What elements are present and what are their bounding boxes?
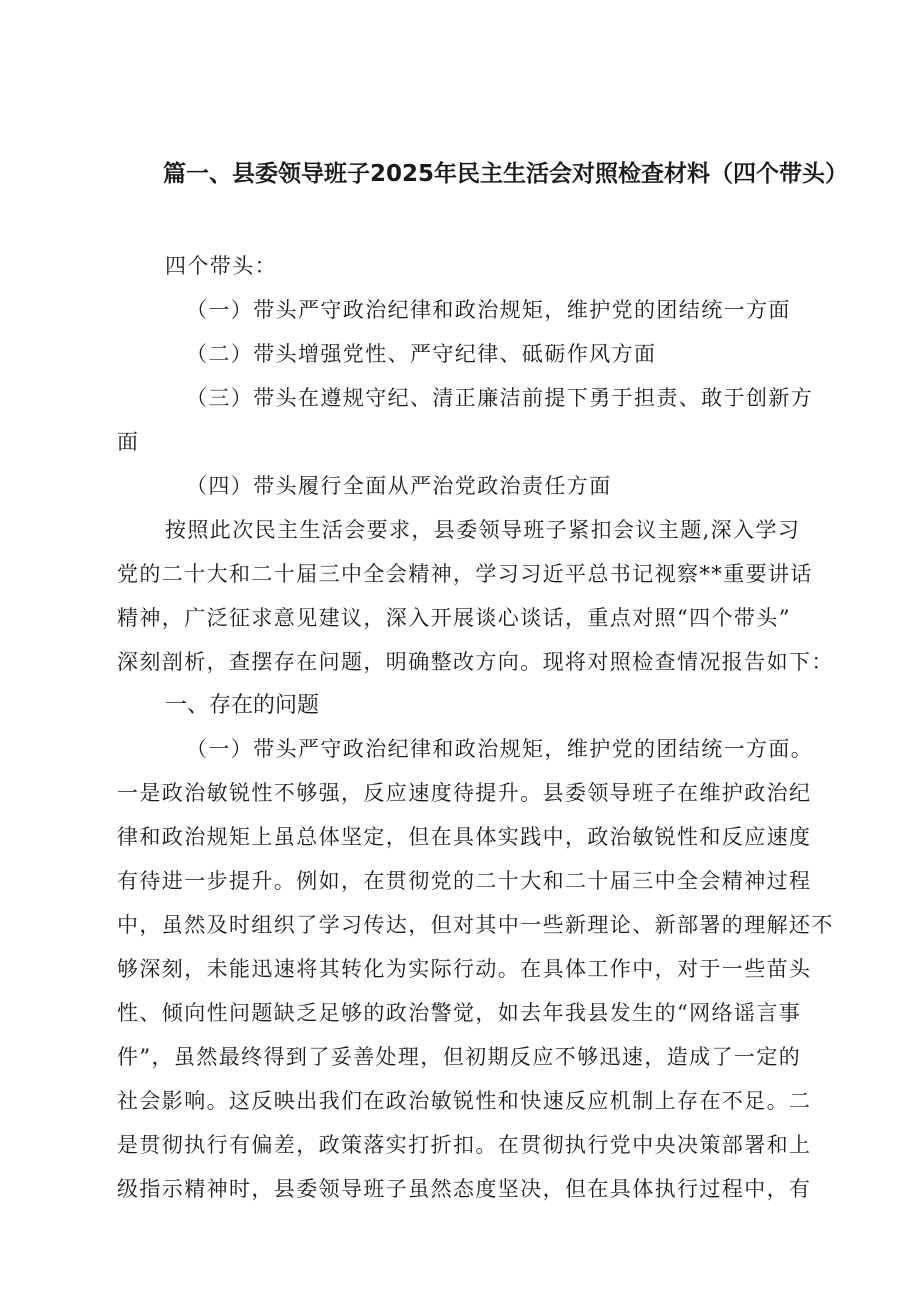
paragraph-line: 件”，虽然最终得到了妥善处理，但初期反应不够迅速，造成了一定的	[117, 1045, 802, 1069]
paragraph-line: 精神，广泛征求意见建议，深入开展谈心谈话，重点对照“四个带头”	[117, 606, 791, 630]
paragraph-line: 党的二十大和二十届三中全会精神，学习习近平总书记视察**重要讲话	[117, 562, 813, 586]
list-item: （四）带头履行全面从严治党政治责任方面	[186, 474, 612, 498]
paragraph-line: 性、倾向性问题缺乏足够的政治警觉，如去年我县发生的“网络谣言事	[117, 1001, 802, 1025]
paragraph-line: 按照此次民主生活会要求，县委领导班子紧扣会议主题,深入学习	[165, 518, 801, 542]
section-heading: 一、存在的问题	[165, 693, 320, 718]
intro-label: 四个带头：	[165, 254, 277, 278]
list-item-continuation: 面	[117, 430, 140, 454]
list-item: （二）带头增强党性、严守纪律、砥砺作风方面	[186, 342, 657, 366]
paragraph-line: 中，虽然及时组织了学习传达，但对其中一些新理论、新部署的理解还不	[117, 913, 834, 937]
paragraph-line: 社会影响。这反映出我们在政治敏锐性和快速反应机制上存在不足。二	[117, 1089, 812, 1113]
paragraph-line: 律和政治规矩上虽总体坚定，但在具体实践中，政治敏锐性和反应速度	[117, 825, 812, 849]
paragraph-line: 够深刻，未能迅速将其转化为实际行动。在具体工作中，对于一些苗头	[117, 957, 812, 981]
paragraph-line: 是贯彻执行有偏差，政策落实打折扣。在贯彻执行党中央决策部署和上	[117, 1133, 812, 1157]
paragraph-line: 级指示精神时，县委领导班子虽然态度坚决，但在具体执行过程中，有	[117, 1177, 812, 1201]
list-item: （一）带头严守政治纪律和政治规矩，维护党的团结统一方面	[186, 298, 791, 322]
paragraph-line: 一是政治敏锐性不够强，反应速度待提升。县委领导班子在维护政治纪	[117, 781, 812, 805]
document-title: 篇一、县委领导班子2025年民主生活会对照检查材料（四个带头）	[163, 161, 849, 187]
list-item: （三）带头在遵规守纪、清正廉洁前提下勇于担责、敢于创新方	[186, 386, 814, 410]
paragraph-line: （一）带头严守政治纪律和政治规矩，维护党的团结统一方面。	[186, 737, 814, 761]
paragraph-line: 深刻剖析，查摆存在问题，明确整改方向。现将对照检查情况报告如下：	[117, 650, 834, 674]
paragraph-line: 有待进一步提升。例如，在贯彻党的二十大和二十届三中全会精神过程	[117, 869, 812, 893]
